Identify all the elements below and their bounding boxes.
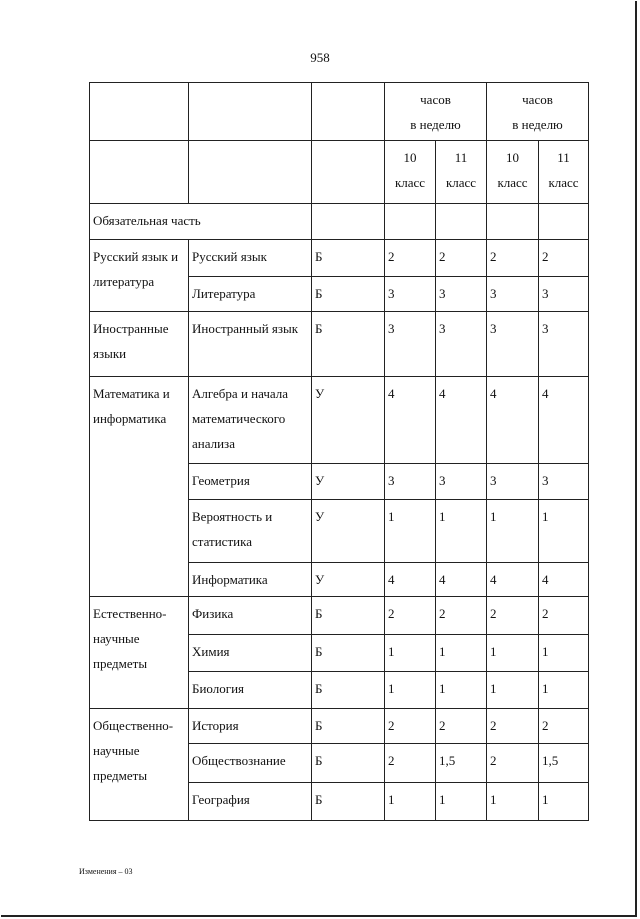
hours-cell: 4 [436, 563, 487, 597]
header-empty-cell [189, 141, 312, 204]
header-row-grades [90, 141, 589, 204]
hours-cell: 1 [385, 500, 436, 563]
hours-cell: 3 [487, 464, 539, 500]
table-row [90, 377, 589, 464]
hours-cell: 1,5 [539, 744, 589, 783]
grade-header [436, 141, 487, 204]
level-cell: Б [312, 277, 385, 312]
level-cell: Б [312, 635, 385, 672]
hours-cell: 4 [436, 377, 487, 464]
footer-note: Изменения – 03 [79, 867, 133, 876]
grade-header [385, 141, 436, 204]
subject-cell: Вероятность и статистика [189, 500, 312, 563]
page-number: 958 [310, 50, 330, 65]
hours-cell: 4 [385, 563, 436, 597]
hours-cell: 1 [385, 783, 436, 821]
header-empty-cell [312, 141, 385, 204]
hours-cell: 1 [539, 672, 589, 709]
subject-cell: Иностранный язык [189, 312, 312, 377]
mandatory-section-label: Обязательная часть [90, 204, 312, 240]
hours-cell: 2 [385, 744, 436, 783]
empty-cell [436, 204, 487, 240]
hours-cell: 1 [539, 783, 589, 821]
hours-cell: 1,5 [436, 744, 487, 783]
header-line: в неделю [410, 117, 461, 132]
header-empty-cell [90, 141, 189, 204]
hours-cell: 3 [539, 277, 589, 312]
hours-cell: 2 [487, 597, 539, 635]
hours-cell: 1 [436, 500, 487, 563]
subject-cell: Алгебра и начала математического анализа [189, 377, 312, 464]
table-row [90, 312, 589, 377]
hours-cell: 1 [385, 672, 436, 709]
subject-cell: Физика [189, 597, 312, 635]
hours-cell: 1 [487, 635, 539, 672]
grade-header [539, 141, 589, 204]
level-cell: У [312, 377, 385, 464]
hours-cell: 1 [487, 783, 539, 821]
hours-cell: 2 [385, 597, 436, 635]
empty-cell [312, 204, 385, 240]
grade-word: класс [445, 175, 477, 190]
hours-cell: 2 [487, 744, 539, 783]
subject-area-cell: Иностранные языки [90, 312, 189, 377]
subject-cell: Обществознание [189, 744, 312, 783]
grade-number: 11 [557, 150, 570, 165]
grade-number: 10 [403, 150, 417, 165]
subject-cell: История [189, 709, 312, 744]
curriculum-table [89, 82, 589, 821]
subject-area-cell: Русский язык и литература [90, 240, 189, 312]
level-cell: Б [312, 597, 385, 635]
grade-word: класс [497, 175, 528, 190]
hours-cell: 2 [436, 709, 487, 744]
hours-cell: 4 [385, 377, 436, 464]
subject-cell: Геометрия [189, 464, 312, 500]
table-row [90, 240, 589, 277]
hours-cell: 3 [385, 312, 436, 377]
hours-cell: 3 [487, 277, 539, 312]
level-cell: Б [312, 783, 385, 821]
hours-cell: 1 [487, 672, 539, 709]
subject-area-cell: Естественно-научные предметы [90, 597, 189, 709]
hours-cell: 2 [436, 597, 487, 635]
table-row [90, 709, 589, 744]
hours-cell: 3 [539, 464, 589, 500]
hours-cell: 2 [539, 240, 589, 277]
hours-cell: 1 [539, 500, 589, 563]
grade-header [487, 141, 539, 204]
hours-cell: 1 [436, 672, 487, 709]
hours-cell: 3 [436, 312, 487, 377]
hours-cell: 3 [539, 312, 589, 377]
subject-cell: Химия [189, 635, 312, 672]
hours-cell: 4 [539, 563, 589, 597]
level-cell: У [312, 464, 385, 500]
subject-area-cell: Общественно-научные предметы [90, 709, 189, 821]
hours-cell: 3 [436, 464, 487, 500]
hours-cell: 4 [487, 377, 539, 464]
subject-cell: География [189, 783, 312, 821]
hours-per-week-header [487, 83, 589, 141]
header-empty-cell [90, 83, 189, 141]
header-line: часов [420, 92, 451, 107]
header-empty-cell [312, 83, 385, 141]
hours-cell: 3 [385, 464, 436, 500]
header-row-hours [90, 83, 589, 141]
mandatory-section-row [90, 204, 589, 240]
hours-cell: 2 [385, 709, 436, 744]
hours-cell: 2 [436, 240, 487, 277]
header-line: часов [522, 92, 553, 107]
level-cell: У [312, 563, 385, 597]
hours-cell: 2 [487, 240, 539, 277]
hours-cell: 1 [385, 635, 436, 672]
hours-cell: 1 [539, 635, 589, 672]
header-empty-cell [189, 83, 312, 141]
hours-per-week-header [385, 83, 487, 141]
hours-cell: 4 [487, 563, 539, 597]
empty-cell [487, 204, 539, 240]
hours-cell: 3 [436, 277, 487, 312]
hours-cell: 3 [487, 312, 539, 377]
header-line: в неделю [512, 117, 563, 132]
level-cell: У [312, 500, 385, 563]
grade-number: 10 [506, 150, 519, 165]
hours-cell: 2 [539, 709, 589, 744]
level-cell: Б [312, 709, 385, 744]
grade-word: класс [394, 175, 426, 190]
hours-cell: 2 [385, 240, 436, 277]
subject-cell: Биология [189, 672, 312, 709]
subject-cell: Русский язык [189, 240, 312, 277]
table-row [90, 597, 589, 635]
subject-area-cell: Математика и информатика [90, 377, 189, 597]
hours-cell: 3 [385, 277, 436, 312]
hours-cell: 1 [487, 500, 539, 563]
level-cell: Б [312, 312, 385, 377]
level-cell: Б [312, 744, 385, 783]
hours-cell: 1 [436, 635, 487, 672]
level-cell: Б [312, 672, 385, 709]
subject-cell: Литература [189, 277, 312, 312]
empty-cell [385, 204, 436, 240]
grade-word: класс [548, 175, 579, 190]
empty-cell [539, 204, 589, 240]
hours-cell: 2 [487, 709, 539, 744]
grade-number: 11 [454, 150, 468, 165]
hours-cell: 4 [539, 377, 589, 464]
hours-cell: 2 [539, 597, 589, 635]
level-cell: Б [312, 240, 385, 277]
hours-cell: 1 [436, 783, 487, 821]
subject-cell: Информатика [189, 563, 312, 597]
